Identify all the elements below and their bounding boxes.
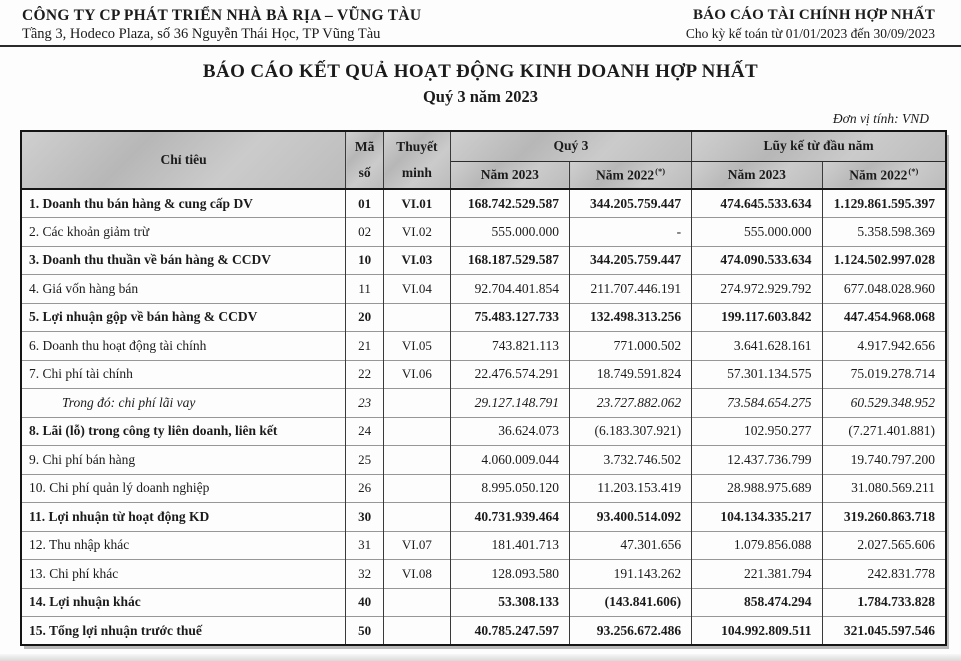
table-row <box>21 474 946 503</box>
value-ytd-2022: 321.045.597.546 <box>822 617 946 646</box>
value-ytd-2023: 199.117.603.842 <box>692 303 822 332</box>
value-q3-2023: 128.093.580 <box>450 560 569 589</box>
value-q3-2023: 29.127.148.791 <box>450 389 569 418</box>
value-q3-2023: 8.995.050.120 <box>450 474 569 503</box>
col-group-ytd: Lũy kế từ đầu năm <box>692 131 946 161</box>
value-q3-2022: - <box>570 218 692 247</box>
row-note <box>384 446 451 475</box>
row-label: 14. Lợi nhuận khác <box>21 588 346 617</box>
row-note: VI.02 <box>384 218 451 247</box>
col-header-note <box>384 131 451 189</box>
col-header-q3-2022-label: Năm 2022 <box>596 167 655 183</box>
row-note: VI.04 <box>384 275 451 304</box>
company-name: CÔNG TY CP PHÁT TRIỂN NHÀ BÀ RỊA – VŨNG TÀU <box>22 7 422 24</box>
value-q3-2023: 53.308.133 <box>450 588 569 617</box>
row-label: Trong đó: chi phí lãi vay <box>21 389 346 418</box>
value-ytd-2022: 1.124.502.997.028 <box>822 246 946 275</box>
col-header-q3-2023: Năm 2023 <box>450 161 569 189</box>
row-label: 3. Doanh thu thuần về bán hàng & CCDV <box>21 246 346 275</box>
row-label: 12. Thu nhập khác <box>21 531 346 560</box>
row-note: VI.01 <box>384 189 451 218</box>
value-q3-2022: 771.000.502 <box>570 332 692 361</box>
value-q3-2022: 11.203.153.419 <box>570 474 692 503</box>
row-note <box>384 417 451 446</box>
report-table <box>20 130 947 646</box>
row-code: 02 <box>346 218 384 247</box>
value-q3-2022: 93.400.514.092 <box>570 503 692 532</box>
value-ytd-2023: 858.474.294 <box>692 588 822 617</box>
value-q3-2022: (143.841.606) <box>570 588 692 617</box>
value-ytd-2022: 242.831.778 <box>822 560 946 589</box>
value-ytd-2023: 3.641.628.161 <box>692 332 822 361</box>
value-ytd-2023: 28.988.975.689 <box>692 474 822 503</box>
row-label: 13. Chi phí khác <box>21 560 346 589</box>
row-code: 20 <box>346 303 384 332</box>
report-table-container <box>20 130 947 646</box>
value-ytd-2022: 5.358.598.369 <box>822 218 946 247</box>
row-note <box>384 474 451 503</box>
value-q3-2023: 168.187.529.587 <box>450 246 569 275</box>
row-note: VI.07 <box>384 531 451 560</box>
row-label: 11. Lợi nhuận từ hoạt động KD <box>21 503 346 532</box>
row-code: 21 <box>346 332 384 361</box>
table-row <box>21 417 946 446</box>
row-code: 50 <box>346 617 384 646</box>
row-label: 2. Các khoản giảm trừ <box>21 218 346 247</box>
report-table-head <box>21 131 946 189</box>
row-note <box>384 503 451 532</box>
col-header-q3-2022 <box>570 161 692 189</box>
row-label: 8. Lãi (lỗ) trong công ty liên doanh, liên kết <box>21 417 346 446</box>
col-header-note-line2: minh <box>401 164 432 180</box>
col-header-ytd-2022-label: Năm 2022 <box>849 167 908 183</box>
value-q3-2022: 18.749.591.824 <box>570 360 692 389</box>
document-title-block <box>0 61 961 107</box>
value-ytd-2023: 274.972.929.792 <box>692 275 822 304</box>
row-note: VI.05 <box>384 332 451 361</box>
footnote-marker: (*) <box>908 166 919 176</box>
row-label: 1. Doanh thu bán hàng & cung cấp DV <box>21 189 346 218</box>
row-note <box>384 617 451 646</box>
value-ytd-2022: 19.740.797.200 <box>822 446 946 475</box>
table-row <box>21 531 946 560</box>
value-q3-2023: 555.000.000 <box>450 218 569 247</box>
row-code: 23 <box>346 389 384 418</box>
document-title: BÁO CÁO KẾT QUẢ HOẠT ĐỘNG KINH DOANH HỢP NHẤT <box>202 61 759 82</box>
report-period: Cho kỳ kế toán từ 01/01/2023 đến 30/09/2023 <box>685 26 935 41</box>
letterhead <box>0 0 961 47</box>
row-code: 22 <box>346 360 384 389</box>
value-ytd-2022: (7.271.401.881) <box>822 417 946 446</box>
value-q3-2022: 47.301.656 <box>570 531 692 560</box>
value-q3-2022: 344.205.759.447 <box>570 246 692 275</box>
letterhead-right <box>686 7 935 42</box>
table-row <box>21 446 946 475</box>
row-label: 6. Doanh thu hoạt động tài chính <box>21 332 346 361</box>
report-table-body <box>21 189 946 645</box>
row-label: 9. Chi phí bán hàng <box>21 446 346 475</box>
table-row <box>21 303 946 332</box>
row-code: 10 <box>346 246 384 275</box>
value-q3-2023: 40.731.939.464 <box>450 503 569 532</box>
value-ytd-2022: 75.019.278.714 <box>822 360 946 389</box>
col-group-quarter: Quý 3 <box>450 131 691 161</box>
table-row <box>21 389 946 418</box>
report-type: BÁO CÁO TÀI CHÍNH HỢP NHẤT <box>692 7 935 23</box>
value-ytd-2023: 474.645.533.634 <box>692 189 822 218</box>
col-header-ytd-2023: Năm 2023 <box>692 161 822 189</box>
value-ytd-2023: 104.134.335.217 <box>692 503 822 532</box>
value-q3-2022: 93.256.672.486 <box>570 617 692 646</box>
value-ytd-2023: 104.992.809.511 <box>692 617 822 646</box>
row-code: 25 <box>346 446 384 475</box>
row-code: 40 <box>346 588 384 617</box>
table-row <box>21 503 946 532</box>
row-code: 30 <box>346 503 384 532</box>
col-header-note-line1: Thuyết <box>396 138 438 154</box>
table-row <box>21 617 946 646</box>
value-q3-2023: 75.483.127.733 <box>450 303 569 332</box>
table-row <box>21 189 946 218</box>
table-row <box>21 275 946 304</box>
row-label: 10. Chi phí quản lý doanh nghiệp <box>21 474 346 503</box>
value-q3-2023: 168.742.529.587 <box>450 189 569 218</box>
col-header-code-line1: Mã <box>354 138 375 154</box>
value-ytd-2023: 1.079.856.088 <box>692 531 822 560</box>
value-ytd-2022: 1.784.733.828 <box>822 588 946 617</box>
col-header-code <box>346 131 384 189</box>
row-note <box>384 389 451 418</box>
col-header-code-line2: số <box>358 164 371 180</box>
value-ytd-2022: 447.454.968.068 <box>822 303 946 332</box>
row-note: VI.08 <box>384 560 451 589</box>
value-q3-2022: 191.143.262 <box>570 560 692 589</box>
row-label: 7. Chi phí tài chính <box>21 360 346 389</box>
value-ytd-2023: 474.090.533.634 <box>692 246 822 275</box>
company-address: Tầng 3, Hodeco Plaza, số 36 Nguyễn Thái Học, TP Vũng Tàu <box>22 26 381 42</box>
row-note <box>384 303 451 332</box>
value-ytd-2022: 1.129.861.595.397 <box>833 195 935 211</box>
value-q3-2022: 211.707.446.191 <box>570 275 692 304</box>
value-ytd-2022: 2.027.565.606 <box>822 531 946 560</box>
row-code: 11 <box>346 275 384 304</box>
value-ytd-2022: 319.260.863.718 <box>822 503 946 532</box>
row-code: 31 <box>346 531 384 560</box>
value-q3-2023: 181.401.713 <box>450 531 569 560</box>
table-row <box>21 218 946 247</box>
col-header-indicator: Chỉ tiêu <box>21 131 346 189</box>
value-q3-2022: 344.205.759.447 <box>570 189 692 218</box>
table-row <box>21 246 946 275</box>
row-note: VI.03 <box>384 246 451 275</box>
table-row <box>21 360 946 389</box>
table-row <box>21 560 946 589</box>
row-code: 26 <box>346 474 384 503</box>
value-q3-2023: 36.624.073 <box>450 417 569 446</box>
value-ytd-2022: 31.080.569.211 <box>822 474 946 503</box>
value-ytd-2022: 677.048.028.960 <box>822 275 946 304</box>
page-scan-edge <box>0 654 961 661</box>
col-header-ytd-2022 <box>822 161 946 189</box>
row-label: 5. Lợi nhuận gộp về bán hàng & CCDV <box>21 303 346 332</box>
value-q3-2023: 92.704.401.854 <box>450 275 569 304</box>
value-ytd-2023: 57.301.134.575 <box>692 360 822 389</box>
value-q3-2023: 22.476.574.291 <box>450 360 569 389</box>
letterhead-left <box>22 7 421 43</box>
value-ytd-2023: 102.950.277 <box>692 417 822 446</box>
value-q3-2023: 743.821.113 <box>450 332 569 361</box>
value-ytd-2022: 60.529.348.952 <box>822 389 946 418</box>
value-q3-2022: 3.732.746.502 <box>570 446 692 475</box>
row-note <box>384 588 451 617</box>
row-code: 32 <box>346 560 384 589</box>
row-note: VI.06 <box>384 360 451 389</box>
row-label: 15. Tổng lợi nhuận trước thuế <box>21 617 346 646</box>
value-q3-2022: (6.183.307.921) <box>570 417 692 446</box>
value-ytd-2023: 12.437.736.799 <box>692 446 822 475</box>
table-row <box>21 332 946 361</box>
value-q3-2023: 40.785.247.597 <box>450 617 569 646</box>
unit-label: Đơn vị tính: VND <box>832 111 929 126</box>
footnote-marker: (*) <box>655 166 666 176</box>
value-q3-2023: 4.060.009.044 <box>450 446 569 475</box>
value-ytd-2023: 555.000.000 <box>692 218 822 247</box>
value-ytd-2022: 4.917.942.656 <box>822 332 946 361</box>
row-label: 4. Giá vốn hàng bán <box>21 275 346 304</box>
table-row <box>21 588 946 617</box>
row-code: 01 <box>346 189 384 218</box>
value-q3-2022: 132.498.313.256 <box>570 303 692 332</box>
value-ytd-2023: 221.381.794 <box>692 560 822 589</box>
value-ytd-2023: 73.584.654.275 <box>692 389 822 418</box>
row-code: 24 <box>346 417 384 446</box>
value-q3-2022: 23.727.882.062 <box>570 389 692 418</box>
document-subtitle: Quý 3 năm 2023 <box>422 87 539 106</box>
